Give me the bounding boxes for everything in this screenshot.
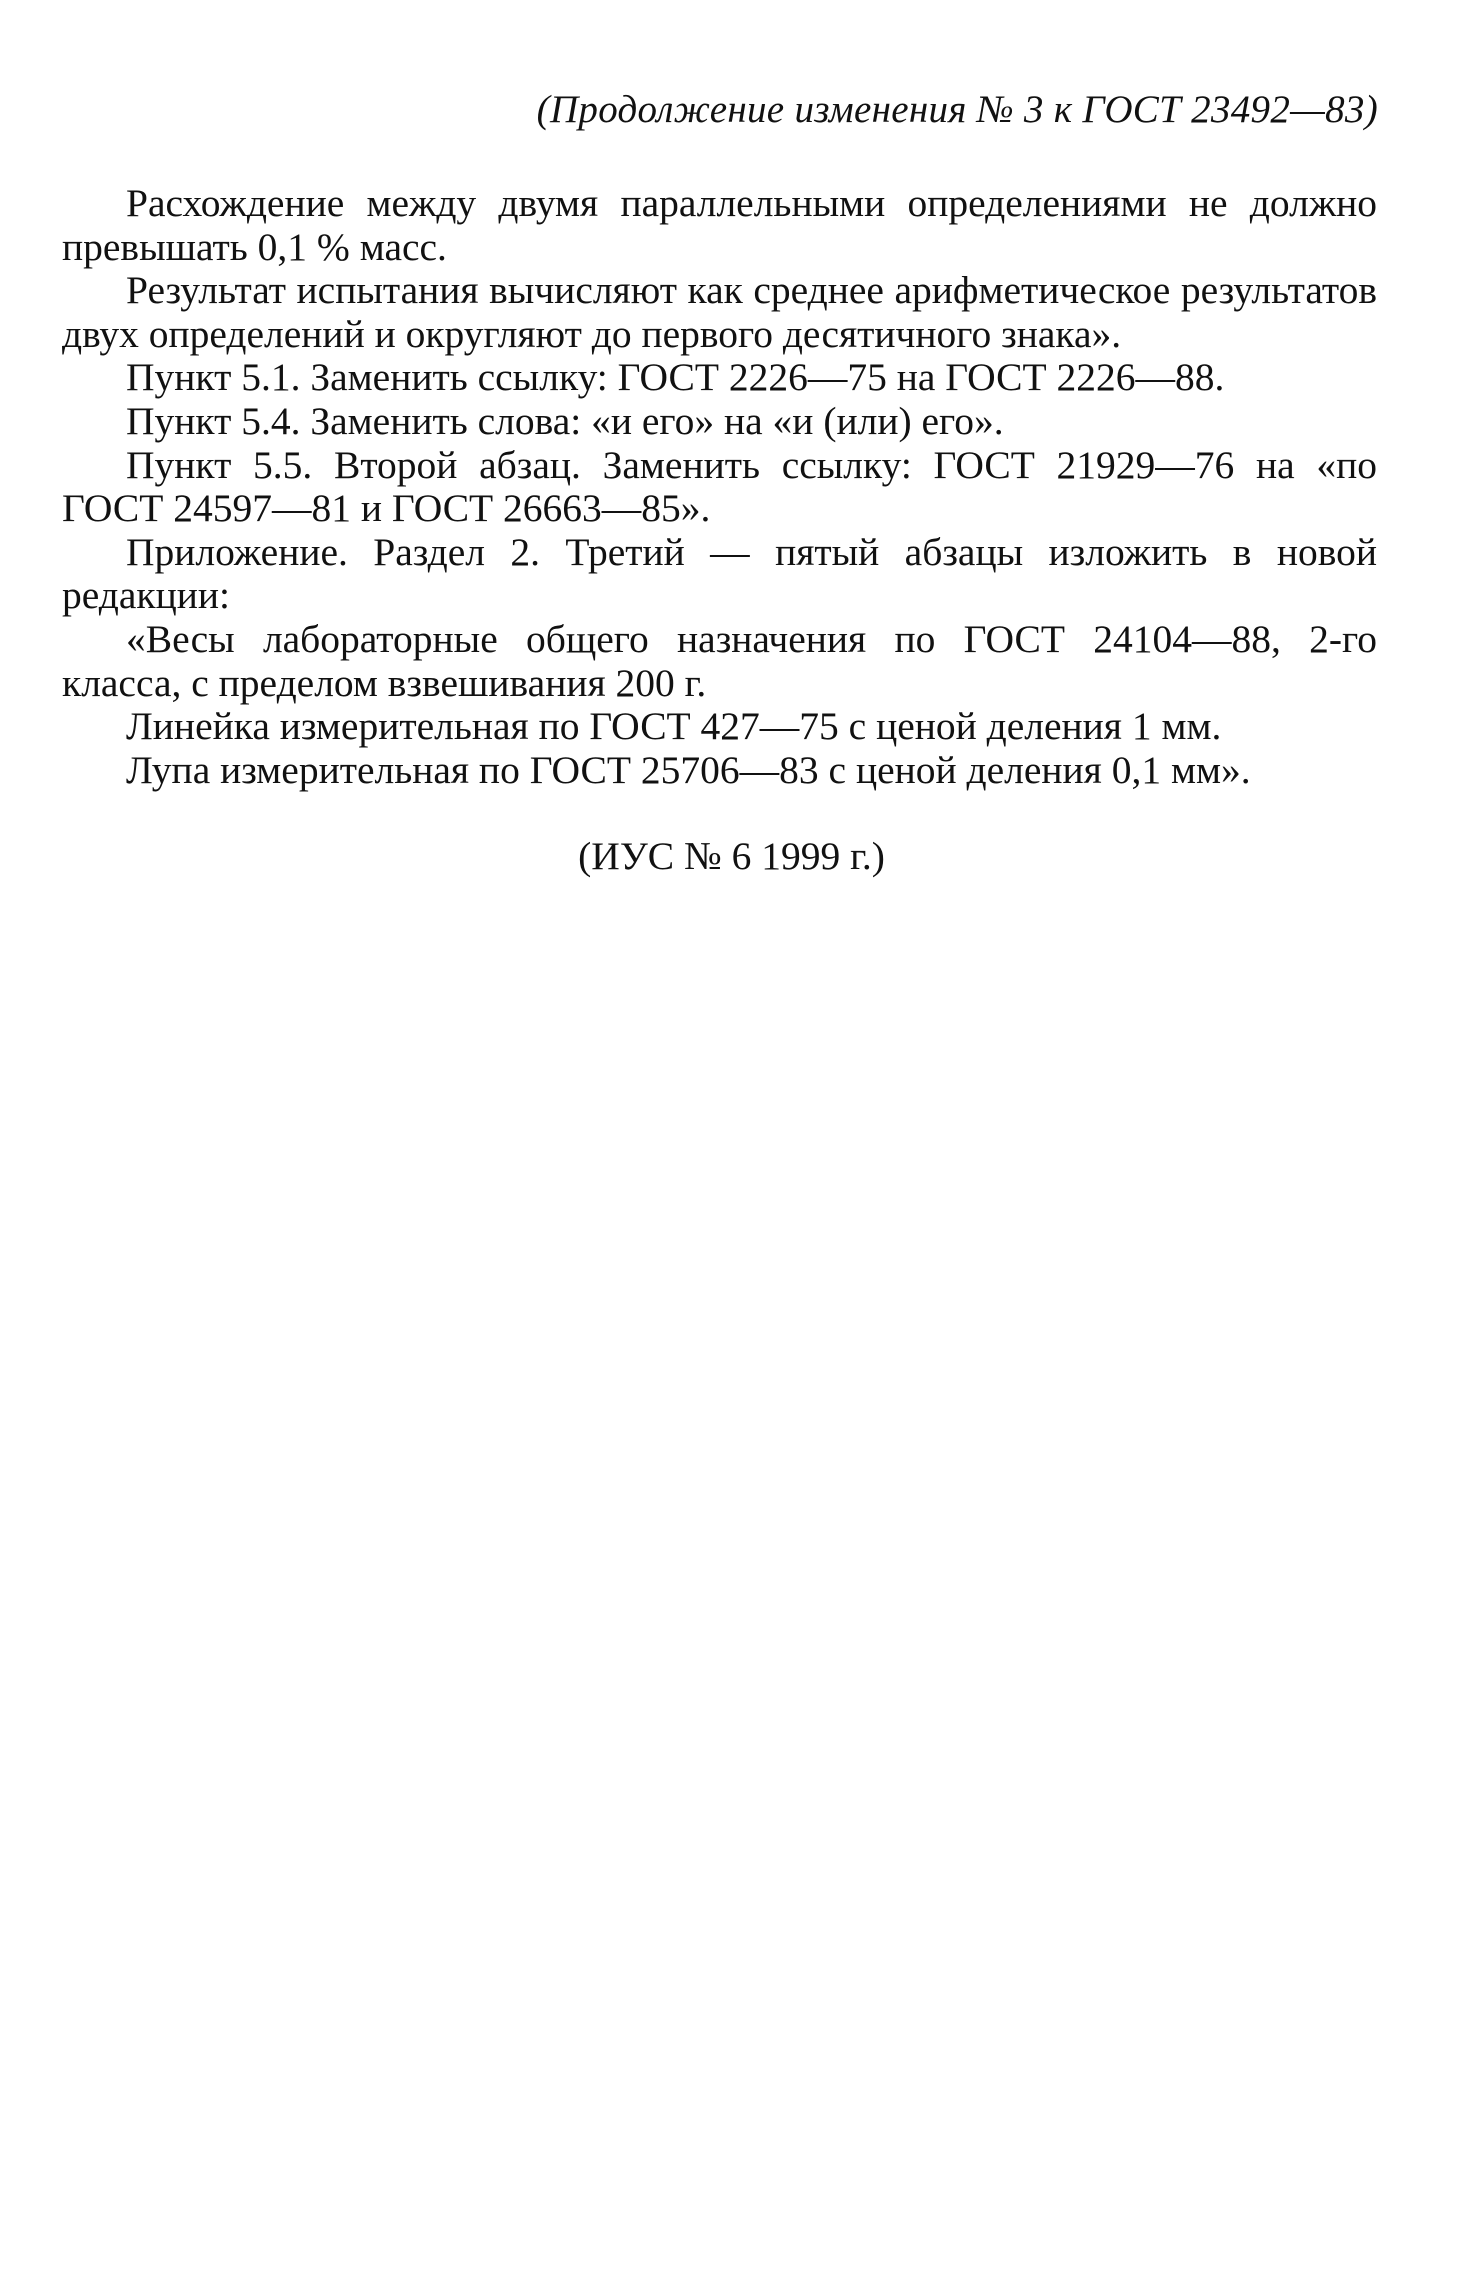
paragraph-item-5-4: Пункт 5.4. Заменить слова: «и его» на «и (или) его».	[126, 398, 1004, 443]
document-body	[62, 182, 1377, 879]
paragraph-ruler: Линейка измерительная по ГОСТ 427—75 с ценой деления 1 мм.	[126, 704, 1222, 749]
paragraph-item-5-1: Пункт 5.1. Заменить ссылку: ГОСТ 2226—75 на ГОСТ 2226—88.	[126, 355, 1225, 400]
paragraph-magnifier: Лупа измерительная по ГОСТ 25706—83 с ценой деления 0,1 мм».	[126, 747, 1251, 792]
paragraph-divergence: Расхождение между двумя параллельными определениями не должно превышать 0,1 % масс.	[62, 181, 1377, 269]
running-head: (Продолжение изменения № 3 к ГОСТ 23492—83)	[536, 88, 1378, 131]
paragraph-test-result: Результат испытания вычисляют как среднее арифметическое результатов двух определений и округляют до первого десятичного знака».	[62, 268, 1377, 356]
source-reference: (ИУС № 6 1999 г.)	[578, 834, 885, 879]
paragraph-item-5-5: Пункт 5.5. Второй абзац. Заменить ссылку: ГОСТ 21929—76 на «по ГОСТ 24597—81 и ГОСТ 26663—85».	[62, 442, 1377, 531]
paragraph-appendix: Приложение. Раздел 2. Третий — пятый абзацы изложить в новой редакции:	[62, 529, 1377, 618]
paragraph-scales: «Весы лабораторные общего назначения по ГОСТ 24104—88, 2-го класса, с пределом взвешивания 200 г.	[62, 616, 1377, 705]
